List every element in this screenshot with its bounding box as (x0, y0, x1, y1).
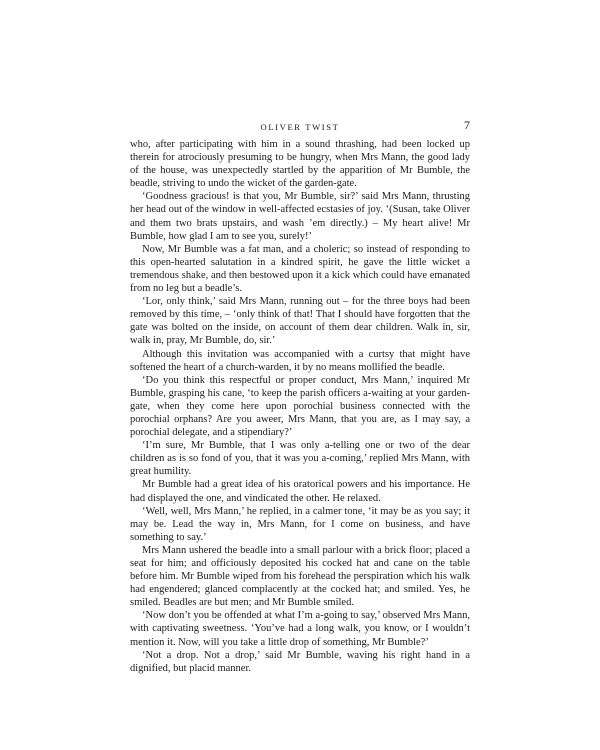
book-page (130, 118, 470, 675)
paragraph: who, after participating with him in a sound thrashing, had been locked up therein for atrociously presuming to be hungry, when Mrs Mann, the good lady of the house, was unexpectedly startled by the apparition of Mr Bumble, the beadle, striving to undo the wicket of the garden-gate. (130, 139, 470, 190)
page-number: 7 (464, 118, 470, 132)
paragraph: ‘Lor, only think,’ said Mrs Mann, running out – for the three boys had been removed by this time, – ‘only think of that! That I should have forgotten that the gate was bolted on the inside, on account of them dear children. Walk in, sir, walk in, pray, Mr Bumble, do, sir.’ (130, 296, 470, 347)
running-head (130, 118, 470, 134)
paragraph: ‘I’m sure, Mr Bumble, that I was only a-telling one or two of the dear children as is so fond of you, that it was you a-coming,’ replied Mrs Mann, with great humility. (130, 440, 470, 478)
paragraph: ‘Goodness gracious! is that you, Mr Bumble, sir?’ said Mrs Mann, thrusting her head out of the window in well-affected ecstasies of joy. ‘(Susan, take Oliver and them two brats upstairs, and wash ’em directly.) – My heart alive! Mr Bumble, how glad I am to see you, surely!’ (130, 191, 470, 242)
paragraph: Mrs Mann ushered the beadle into a small parlour with a brick floor; placed a seat for him; and officiously deposited his cocked hat and cane on the table before him. Mr Bumble wiped from his forehead the perspiration which his walk had engendered; glanced complacently at the cocked hat; and smiled. Yes, he smiled. Beadles are but men; and Mr Bumble smiled. (130, 544, 470, 609)
paragraph: ‘Do you think this respectful or proper conduct, Mrs Mann,’ inquired Mr Bumble, grasping his cane, ‘to keep the parish officers a-waiting at your garden-gate, when they come here upon porochial business connected with the porochial orphans? Are you aweer, Mrs Mann, that you are, as I may say, a porochial delegate, and a stipendiary?’ (130, 374, 470, 439)
paragraph: Now, Mr Bumble was a fat man, and a choleric; so instead of responding to this open-hearted salutation in a kindred spirit, he gave the little wicket a tremendous shake, and then bestowed upon it a kick which could have emanated from no leg but a beadle’s. (130, 243, 470, 295)
paragraph: ‘Now don’t you be offended at what I’m a-going to say,’ observed Mrs Mann, with captivating sweetness. ‘You’ve had a long walk, you know, or I wouldn’t mention it. Now, will you take a little drop of something, Mr Bumble?’ (130, 610, 470, 648)
paragraph: ‘Not a drop. Not a drop,’ said Mr Bumble, waving his right hand in a dignified, but placid manner. (130, 649, 470, 674)
body-text (130, 138, 470, 675)
paragraph: Although this invitation was accompanied with a curtsy that might have softened the heart of a church-warden, it by no means mollified the beadle. (130, 348, 470, 373)
book-title: OLIVER TWIST (260, 122, 340, 132)
paragraph: ‘Well, well, Mrs Mann,’ he replied, in a calmer tone, ‘it may be as you say; it may be. Lead the way in, Mrs Mann, for I come on business, and have something to say.’ (130, 505, 470, 543)
paragraph: Mr Bumble had a great idea of his oratorical powers and his importance. He had displayed the one, and vindicated the other. He relaxed. (130, 479, 470, 504)
